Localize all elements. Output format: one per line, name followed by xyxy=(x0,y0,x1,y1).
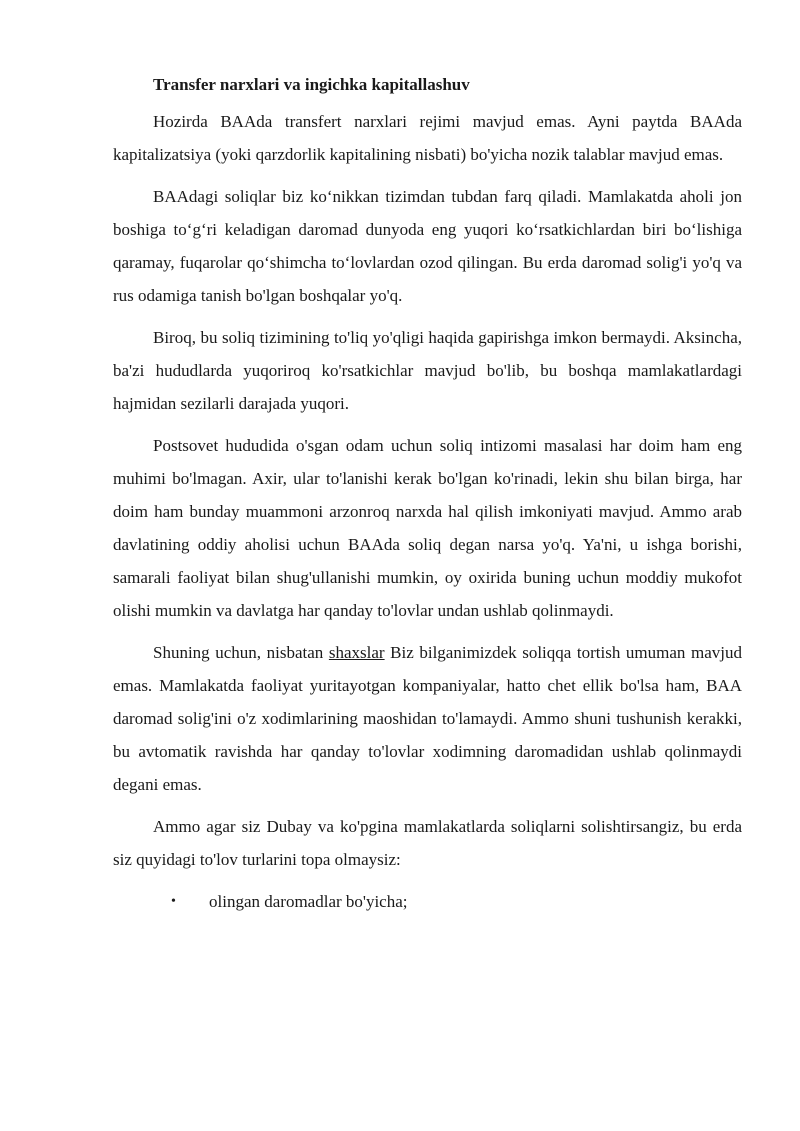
list-item-text: olingan daromadlar bo'yicha; xyxy=(209,892,408,911)
section-heading: Transfer narxlari va ingichka kapitallashuv xyxy=(153,75,470,94)
document-page xyxy=(113,73,742,918)
paragraph-5-text-end: Biz bilganimizdek soliqqa tortish umuman mavjud emas. Mamlakatda faoliyat yuritayotgan kompaniyalar, hatto chet ellik bo'lsa ham, BAA daromad solig'ini o'z xodimlarining maoshidan to'lamaydi. Ammo shuni tushunish kerakki, bu avtomatik ravishda har qanday to'lovlar xodimning daromadidan ushlab qolinmaydi degani emas. xyxy=(113,643,742,794)
shaxslar-link[interactable]: shaxslar xyxy=(328,643,385,662)
paragraph-3: Biroq, bu soliq tizimining to'liq yo'qligi haqida gapirishga imkon bermaydi. Aksincha, ba'zi hududlarda yuqoriroq ko'rsatkichlar mavjud bo'lib, bu boshqa mamlakatlardagi hajmidan sezilarli darajada yuqori. xyxy=(113,328,742,413)
paragraph-1: Hozirda BAAda transfert narxlari rejimi mavjud emas. Ayni paytda BAAda kapitalizatsiya (yoki qarzdorlik kapitalining nisbati) bo'yicha nozik talablar mavjud emas. xyxy=(113,112,742,164)
paragraph-6: Ammo agar siz Dubay va ko'pgina mamlakatlarda soliqlarni solishtirsangiz, bu erda siz quyidagi to'lov turlarini topa olmaysiz: xyxy=(113,817,742,869)
paragraph-2: BAAdagi soliqlar biz ko‘nikkan tizimdan tubdan farq qiladi. Mamlakatda aholi jon boshiga to‘g‘ri keladigan daromad dunyoda eng yuqori ko‘rsatkichlardan biri bo‘lishiga qaramay, fuqarolar qo‘shimcha to‘lovlardan ozod qilingan. Bu erda daromad solig'i yo'q va rus odamiga tanish bo'lgan boshqalar yo'q. xyxy=(113,187,742,305)
list-item xyxy=(113,885,742,918)
paragraph-5 xyxy=(113,636,742,801)
paragraph-5-text-start: Shuning uchun, nisbatan xyxy=(153,643,329,662)
bullet-icon: • xyxy=(171,894,176,909)
paragraph-4: Postsovet hududida o'sgan odam uchun soliq intizomi masalasi har doim ham eng muhimi bo'lmagan. Axir, ular to'lanishi kerak bo'lgan ko'rinadi, lekin shu bilan birga, har doim ham bunday muammoni arzonroq narxda hal qilish imkoniyati mavjud. Ammo arab davlatining oddiy aholisi uchun BAAda soliq degan narsa yo'q. Ya'ni, u ishga borishi, samarali faoliyat bilan shug'ullanishi mumkin, oy oxirida buning uchun moddiy mukofot olishi mumkin va davlatga har qanday to'lovlar undan ushlab qolinmaydi. xyxy=(113,436,742,620)
bullet-list xyxy=(113,885,742,918)
